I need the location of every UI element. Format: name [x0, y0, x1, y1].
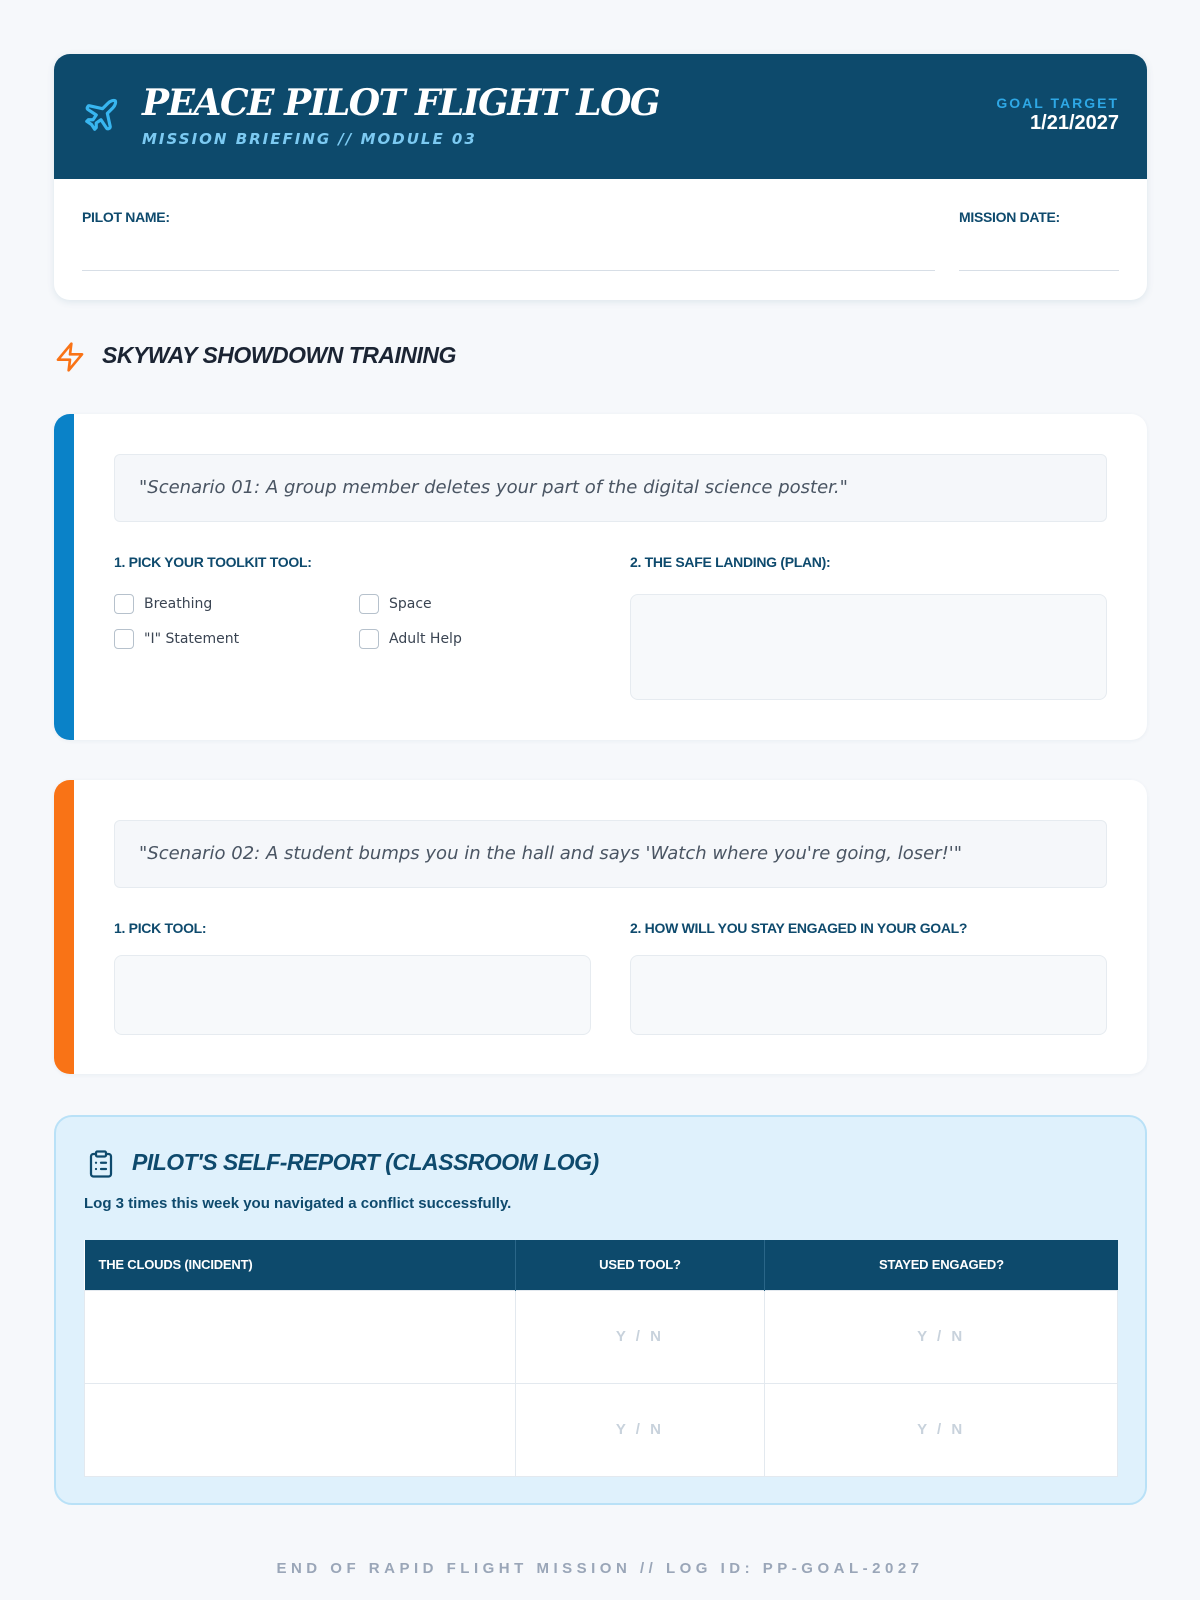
footer-text: END OF RAPID FLIGHT MISSION // LOG ID: PP-GOAL-2027: [276, 1560, 924, 1577]
stayed-engaged-cell[interactable]: Y / N: [765, 1290, 1118, 1383]
goal-target-date: 1/21/2027: [1030, 112, 1119, 134]
header-band: [54, 54, 1147, 179]
checkbox[interactable]: [359, 594, 379, 614]
pick-tool-field[interactable]: [114, 955, 591, 1035]
checkbox-label: Adult Help: [389, 631, 462, 647]
self-report-card: [54, 1115, 1147, 1505]
column-header: THE CLOUDS (INCIDENT): [85, 1240, 516, 1290]
safe-landing-plan-field[interactable]: [630, 594, 1107, 700]
tool-option-breathing[interactable]: [114, 594, 212, 614]
scenario-prompt: "Scenario 01: A group member deletes your part of the digital science poster.": [114, 454, 1107, 522]
used-tool-cell[interactable]: Y / N: [515, 1383, 765, 1476]
report-title: PILOT'S SELF-REPORT (CLASSROOM LOG): [132, 1149, 599, 1175]
clipboard-icon: [86, 1147, 116, 1181]
page-title: PEACE PILOT FLIGHT LOG: [142, 82, 660, 124]
incident-cell[interactable]: [85, 1290, 516, 1383]
checkbox-label: "I" Statement: [144, 631, 240, 647]
question-label: 1. PICK YOUR TOOLKIT TOOL:: [114, 554, 312, 570]
table-row: [85, 1383, 1118, 1476]
used-tool-cell[interactable]: Y / N: [515, 1290, 765, 1383]
table-header-row: [85, 1240, 1118, 1290]
report-subtitle: Log 3 times this week you navigated a conflict successfully.: [84, 1195, 512, 1212]
pilot-name-label: PILOT NAME:: [82, 209, 170, 225]
checkbox[interactable]: [114, 594, 134, 614]
column-header: USED TOOL?: [515, 1240, 765, 1290]
checkbox-label: Breathing: [144, 596, 213, 612]
lightning-icon: [54, 341, 86, 373]
tool-option-adult-help[interactable]: [359, 629, 462, 649]
scenario-accent-bar: [54, 414, 74, 740]
checkbox[interactable]: [114, 629, 134, 649]
stayed-engaged-cell[interactable]: Y / N: [765, 1383, 1118, 1476]
goal-target-label: GOAL TARGET: [996, 95, 1119, 111]
scenario-prompt: "Scenario 02: A student bumps you in the hall and says 'Watch where you're going, loser!'": [114, 820, 1107, 888]
tool-option-i-statement[interactable]: [114, 629, 239, 649]
header-card: [54, 54, 1147, 300]
question-label: 1. PICK TOOL:: [114, 920, 207, 936]
question-label: 2. THE SAFE LANDING (PLAN):: [630, 554, 831, 570]
section-title: SKYWAY SHOWDOWN TRAINING: [102, 342, 456, 368]
page-subtitle: MISSION BRIEFING // MODULE 03: [142, 130, 477, 148]
table-row: [85, 1290, 1118, 1383]
report-table: [84, 1240, 1118, 1477]
checkbox-label: Space: [389, 596, 432, 612]
scenario-card-1: [54, 414, 1147, 740]
column-header: STAYED ENGAGED?: [765, 1240, 1118, 1290]
mission-date-label: MISSION DATE:: [959, 209, 1060, 225]
stay-engaged-field[interactable]: [630, 955, 1107, 1035]
pilot-name-field[interactable]: [82, 270, 935, 271]
incident-cell[interactable]: [85, 1383, 516, 1476]
scenario-card-2: [54, 780, 1147, 1074]
checkbox[interactable]: [359, 629, 379, 649]
airplane-icon: [82, 96, 120, 134]
tool-option-space[interactable]: [359, 594, 432, 614]
question-label: 2. HOW WILL YOU STAY ENGAGED IN YOUR GOAL?: [630, 920, 968, 936]
scenario-accent-bar: [54, 780, 74, 1074]
mission-date-field[interactable]: [959, 270, 1119, 271]
